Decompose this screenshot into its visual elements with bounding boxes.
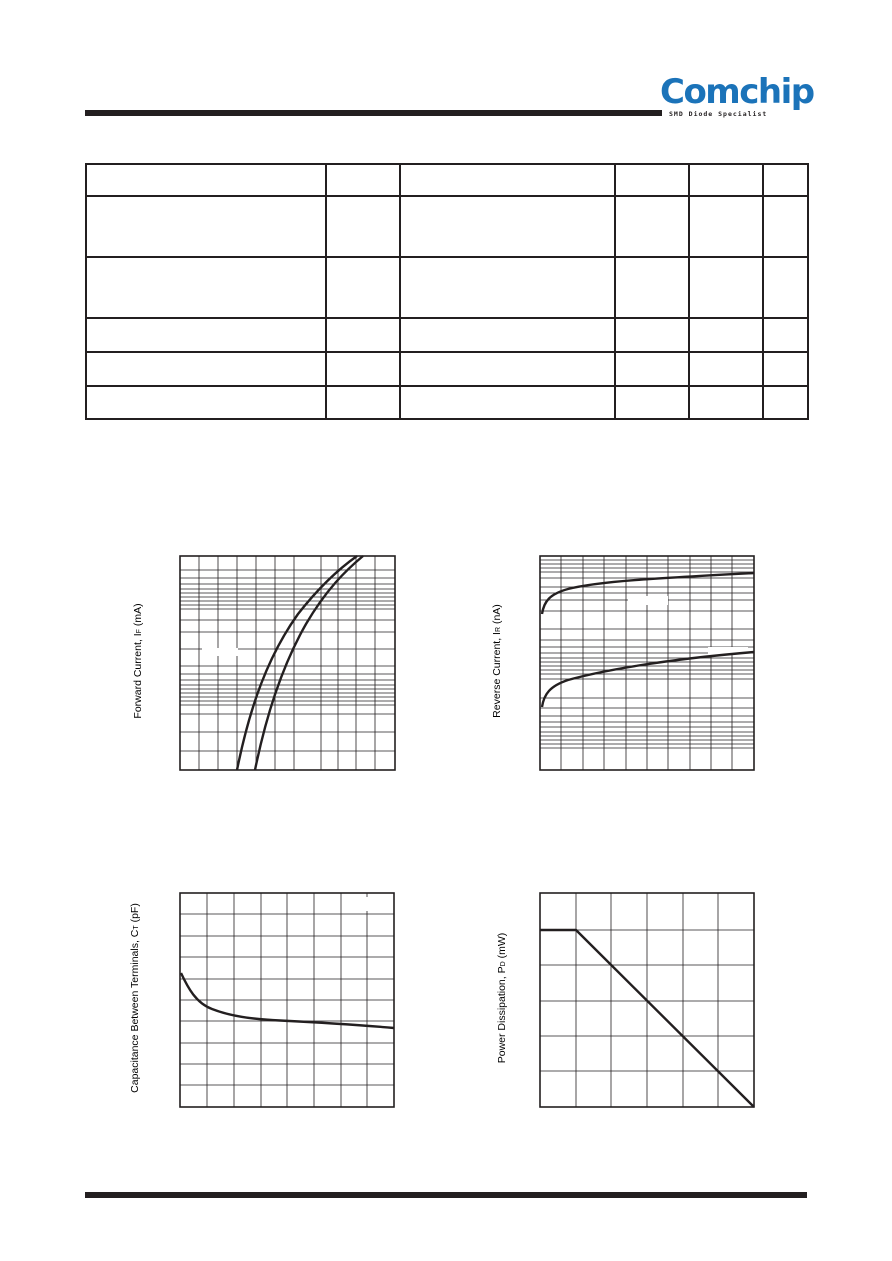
spec-table [85,163,809,420]
reverse-current-chart [540,556,754,770]
table-row [86,386,808,419]
forward-curve-2 [255,556,363,770]
logo-wordmark: Comchip [660,72,814,112]
reverse-current-ylabel: Reverse Current, IR (nA) [491,604,503,718]
table-row [86,352,808,386]
table-row [86,318,808,352]
power-dissipation-ylabel: Power Dissipation, PD (mW) [496,932,508,1064]
logo-tagline: SMD Diode Specialist [669,110,768,118]
reverse-mask-1 [628,596,668,605]
forward-curve-1 [237,556,357,770]
table-row [86,164,808,196]
capacitance-curve [181,973,394,1028]
header-rule [85,110,662,116]
forward-current-chart [180,556,395,770]
footer-rule [85,1192,807,1198]
reverse-curve-high [542,573,754,614]
power-dissipation-chart [540,893,754,1107]
company-logo [660,72,814,122]
capacitance-mask [343,897,391,911]
table-row [86,196,808,257]
reverse-curve-low [542,652,754,707]
forward-current-ylabel: Forward Current, IF (mA) [132,603,144,719]
table-row [86,257,808,318]
capacitance-ylabel: Capacitance Between Terminals, CT (pF) [129,903,141,1093]
capacitance-chart [180,893,394,1107]
forward-mask [202,648,238,656]
